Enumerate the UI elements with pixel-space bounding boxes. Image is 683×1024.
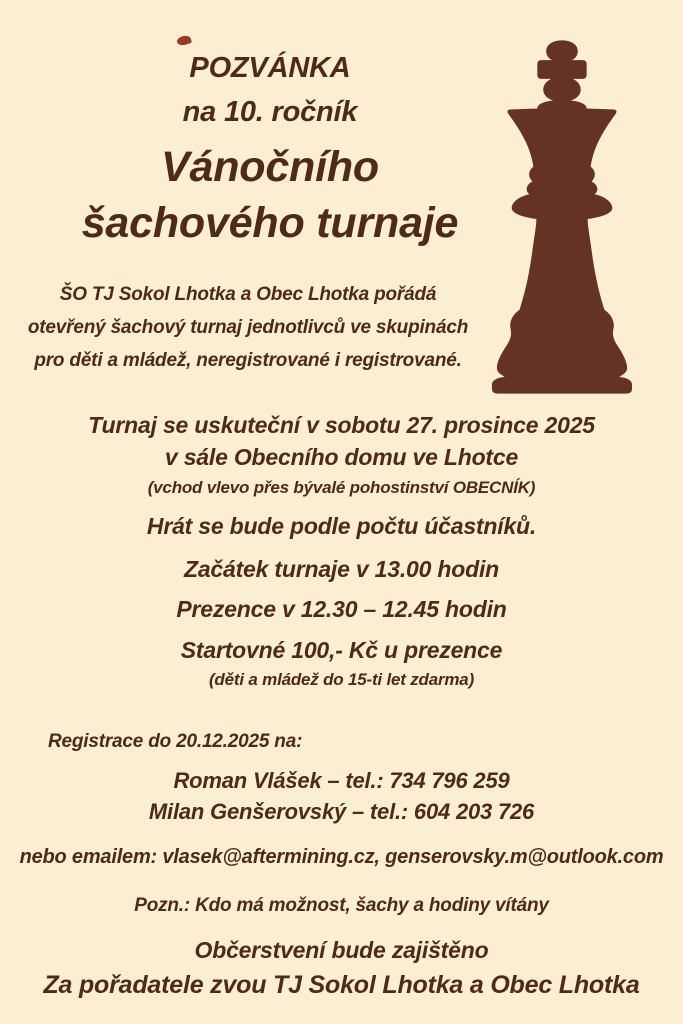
chess-king-icon (488, 36, 636, 396)
poster-title-line2: šachového turnaje (81, 199, 459, 247)
event-start-line: Začátek turnaje v 13.00 hodin (183, 556, 500, 582)
footer-refreshments: Občerstvení bude zajištěno (194, 937, 489, 963)
event-venue-line: v sále Obecního domu ve Lhotce (164, 444, 519, 470)
registration-contact-1: Roman Vlášek – tel.: 734 796 259 (173, 768, 510, 793)
intro-line: pro děti a mládež, neregistrované i registrované. (34, 350, 462, 371)
event-presence-line: Prezence v 12.30 – 12.45 hodin (176, 596, 507, 622)
footer-note: Pozn.: Kdo má možnost, šachy a hodiny vítány (134, 895, 549, 916)
poster-kicker-line2: na 10. ročník (182, 96, 358, 128)
decorative-speck-icon (176, 34, 192, 47)
registration-heading: Registrace do 20.12.2025 na: (48, 731, 303, 752)
registration-email-line: nebo emailem: vlasek@aftermining.cz, genserovsky.m@outlook.com (19, 846, 664, 868)
poster-title-line1: Vánočního (161, 143, 379, 191)
event-fee-note: (děti a mládež do 15-ti let zdarma) (208, 670, 475, 689)
footer-closing: Za pořadatele zvou TJ Sokol Lhotka a Obec Lhotka (43, 971, 640, 999)
registration-contact-2: Milan Genšerovský – tel.: 604 203 726 (148, 799, 535, 824)
event-fee-line: Startovné 100,- Kč u prezence (180, 637, 503, 663)
intro-paragraph (0, 278, 496, 377)
poster-kicker-line1: POZVÁNKA (189, 52, 351, 84)
event-venue-note: (vchod vlevo přes bývalé pohostinství OBECNÍK) (147, 478, 536, 497)
intro-line: ŠO TJ Sokol Lhotka a Obec Lhotka pořádá (59, 284, 437, 305)
event-format-line: Hrát se bude podle počtu účastníků. (146, 513, 537, 539)
intro-line: otevřený šachový turnaj jednotlivců ve skupinách (27, 317, 469, 338)
event-date-line: Turnaj se uskuteční v sobotu 27. prosince 2025 (88, 412, 595, 438)
